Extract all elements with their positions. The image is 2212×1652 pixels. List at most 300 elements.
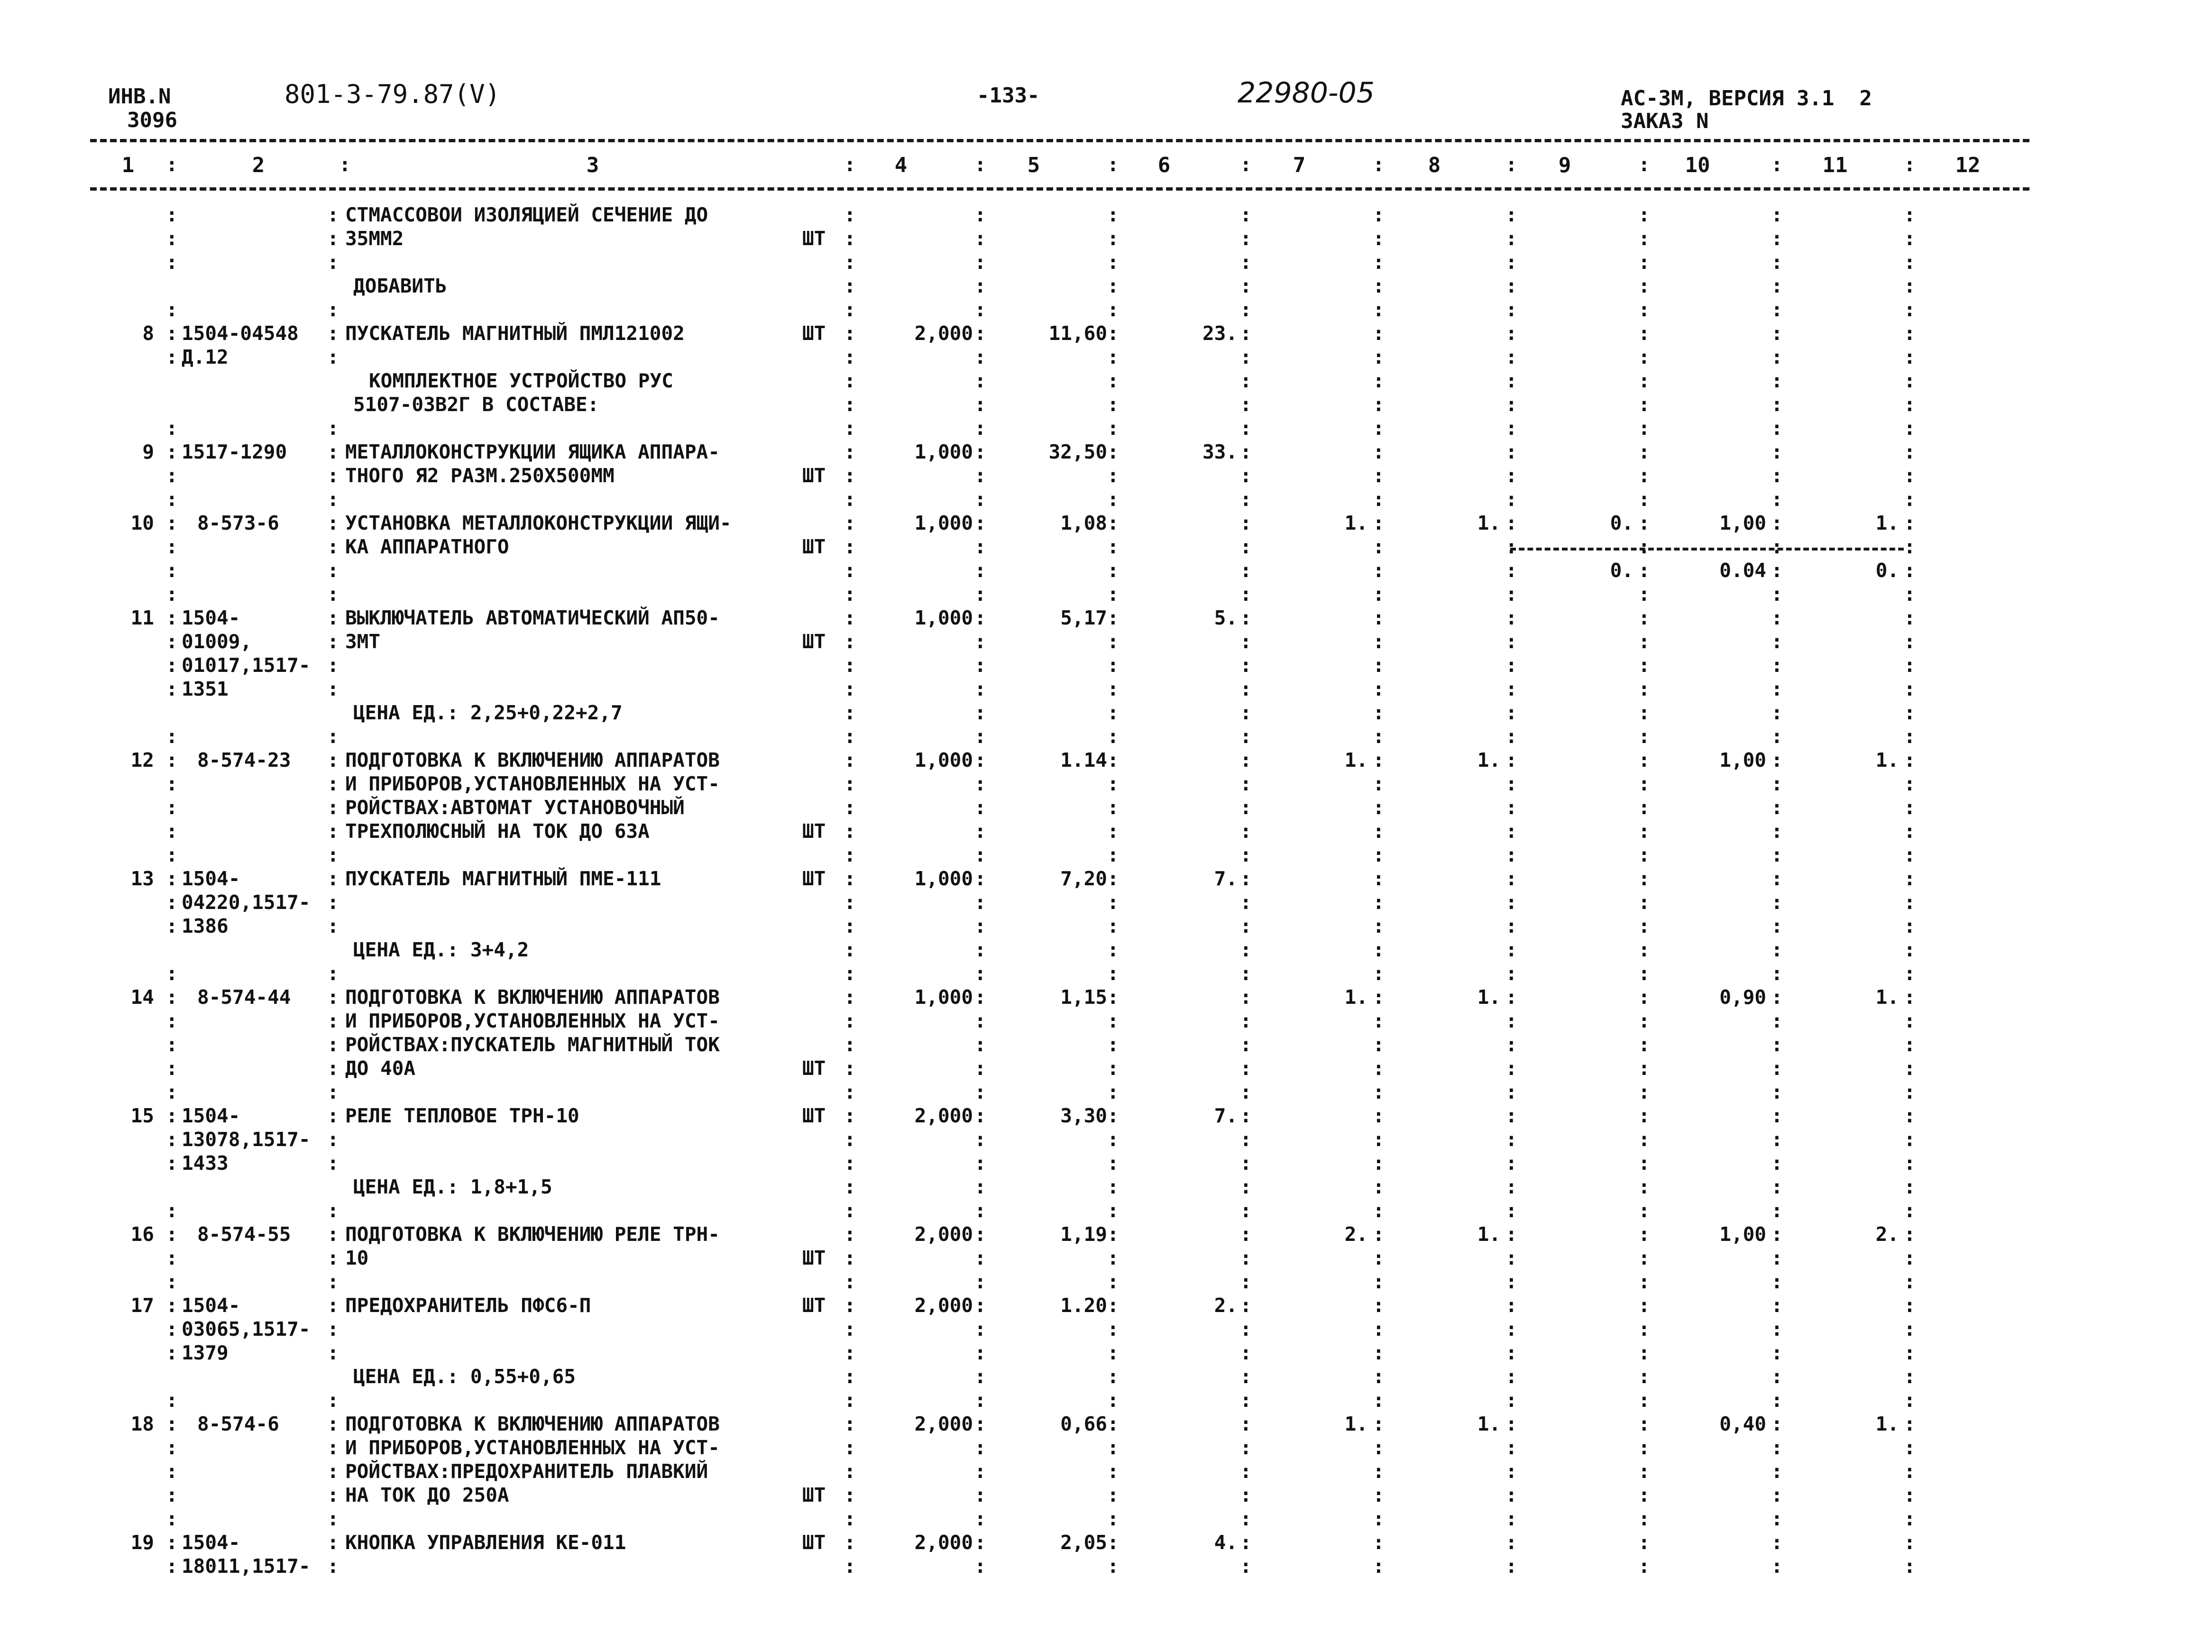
column-separator-colon: : [1904,251,1916,274]
column-separator-colon: : [844,1104,856,1127]
column-separator-colon: : [1107,346,1119,368]
column-header-8: 8 [1428,153,1441,177]
column-separator-colon: : [1107,1531,1119,1554]
column-separator-colon: : [1240,1460,1252,1483]
column-separator-colon: : [1904,583,1916,606]
column-separator-colon: : [1505,393,1517,416]
column-separator-colon: : [1771,227,1783,250]
column-separator-colon: : [974,1436,986,1459]
column-separator-colon: : [327,772,339,795]
column-separator-colon: : [844,1270,856,1293]
column-separator-colon: : [1638,1531,1650,1554]
column-separator-colon: : [166,1270,178,1293]
col9-value: 0. [1610,559,1634,582]
section-heading: ДОБАВИТЬ [353,275,447,297]
column-separator-colon: : [1107,1270,1119,1293]
column-separator-colon: : [1904,1057,1916,1080]
column-separator-colon: : [1638,1318,1650,1340]
item-code: 1504- [182,1104,240,1127]
column-separator-colon: : [1771,867,1783,890]
column-separator-colon: : [1771,654,1783,677]
column-separator-colon: : [974,488,986,511]
unit-price: 7,20 [1060,867,1107,890]
column-separator-colon: : [1107,512,1119,534]
column-separator-colon: : [974,322,986,345]
column-separator-colon: : [327,891,339,914]
column-separator-colon: : [1771,1484,1783,1506]
col7-value: 1. [1344,512,1368,534]
column-separator-colon: : [166,227,178,250]
column-separator-colon: : [166,915,178,937]
column-separator-colon: : [1107,1555,1119,1578]
column-separator-colon: : [1240,369,1252,392]
column-separator-colon: : [327,1413,339,1435]
col8-value: 1. [1477,512,1501,534]
item-code: 1386 [182,915,229,937]
column-separator-colon: : [1373,749,1385,771]
column-separator-colon: : [1373,1389,1385,1412]
column-separator-colon: : [1505,1413,1517,1435]
column-separator-colon: : [166,203,178,226]
column-separator-colon: : [1240,678,1252,700]
unit-label: ШТ [802,1057,826,1080]
column-separator-colon: : [844,1531,856,1554]
column-separator-colon: : [1373,417,1385,440]
total: 4. [1214,1531,1238,1554]
column-separator-colon: : [1505,1436,1517,1459]
column-separator-colon: : [1240,915,1252,937]
column-separator-colon: : [1240,820,1252,843]
item-code: 04220,1517- [182,891,311,914]
column-separator-colon: : [1904,772,1916,795]
column-separator-colon: : [1107,820,1119,843]
column-separator-colon: : [1904,1531,1916,1554]
column-separator-colon: : [1505,678,1517,700]
column-separator-colon: : [1373,1341,1385,1364]
quantity: 1,000 [914,441,973,463]
column-separator-colon: : [1240,844,1252,866]
column-separator-colon: : [844,1484,856,1506]
column-separator-colon: : [1505,275,1517,297]
column-separator-colon: : [1638,1010,1650,1032]
column-separator-colon: : [1107,606,1119,629]
item-code: 1433 [182,1152,229,1175]
unit-price: 2,05 [1060,1531,1107,1554]
quantity: 1,000 [914,606,973,629]
column-separator-colon: : [1505,1294,1517,1317]
column-separator-colon: : [1240,1341,1252,1364]
item-description: РОЙСТВАХ:ПРЕДОХРАНИТЕЛЬ ПЛАВКИЙ [345,1460,708,1483]
column-separator-colon: : [1771,346,1783,368]
unit-label: ШТ [802,227,826,250]
unit-label: ШТ [802,535,826,558]
column-separator-colon: : [327,1294,339,1317]
item-description: ПУСКАТЕЛЬ МАГНИТНЫЙ ПМЕ-111 [345,867,661,890]
column-separator-colon: : [1240,1081,1252,1103]
column-separator-colon: : [1373,369,1385,392]
column-separator-colon: : [1638,1057,1650,1080]
column-separator-colon: : [1904,1341,1916,1364]
unit-label: ШТ [802,1247,826,1269]
column-separator-colon: : [1771,772,1783,795]
column-separator-colon: : [1904,867,1916,890]
item-description: 35ММ2 [345,227,404,250]
column-separator-colon: : [1373,298,1385,321]
column-separator-colon: : [1107,1507,1119,1530]
column-separator-colon: : [1373,1033,1385,1056]
column-separator-colon: : [166,1104,178,1127]
column-separator-colon: : [1505,654,1517,677]
column-separator-colon: : [166,488,178,511]
column-separator-colon: : [1240,1057,1252,1080]
column-separator-colon: : [844,1081,856,1103]
column-separator-colon: : [1771,1413,1783,1435]
column-separator-colon: : [1107,1247,1119,1269]
column-separator-colon: : [1373,512,1385,534]
column-separator-colon: : [1107,749,1119,771]
item-description: КА АППАРАТНОГО [345,535,509,558]
item-description: ПОДГОТОВКА К ВКЛЮЧЕНИЮ РЕЛЕ ТРН- [345,1223,720,1246]
column-separator-colon: : [1505,1365,1517,1388]
column-separator-colon: : [1240,891,1252,914]
column-header-3: 3 [586,153,599,177]
column-separator-colon: : [1904,1199,1916,1222]
column-separator-colon: : [1240,867,1252,890]
column-separator-colon: : [1240,1318,1252,1340]
item-description: ПОДГОТОВКА К ВКЛЮЧЕНИЮ АППАРАТОВ [345,749,720,771]
col9-value: 0. [1610,512,1634,534]
column-separator-colon: : [844,962,856,985]
column-separator-colon: : [166,322,178,345]
column-separator-colon: : [1771,441,1783,463]
column-separator-colon: : [1638,203,1650,226]
quantity: 2,000 [914,1531,973,1554]
column-separator-colon: : [844,369,856,392]
column-separator-colon: : [327,559,339,582]
column-separator-colon: : [1505,1057,1517,1080]
column-separator-colon: : [1771,1507,1783,1530]
column-separator-colon: : [1904,1294,1916,1317]
column-separator-colon: : [1638,251,1650,274]
column-separator-colon: : [1505,417,1517,440]
column-separator-colon: : [327,749,339,771]
item-description: УСТАНОВКА МЕТАЛЛОКОНСТРУКЦИИ ЯЩИ- [345,512,732,534]
column-separator-colon: : [166,891,178,914]
col10-value: 1,00 [1719,512,1766,534]
quantity: 2,000 [914,322,973,345]
column-separator-colon: : [974,938,986,961]
column-separator-colon: : [844,986,856,1009]
item-code: 1504- [182,1294,240,1317]
column-separator-colon: : [1638,441,1650,463]
quantity: 1,000 [914,749,973,771]
column-separator-colon: : [1771,725,1783,748]
subtotal-separator [1510,548,1904,551]
column-separator-colon: : [1904,1318,1916,1340]
column-separator-colon: : [1240,488,1252,511]
column-separator-colon: : [1771,298,1783,321]
column-separator-colon: : [844,1294,856,1317]
column-separator-colon: : [1107,962,1119,985]
column-separator-colon: : [1638,1199,1650,1222]
column-separator-colon: : [844,1436,856,1459]
column-separator-colon: : [1904,1081,1916,1103]
item-code: 13078,1517- [182,1128,311,1151]
column-separator-colon: : [844,820,856,843]
column-separator-colon: : [1240,630,1252,653]
column-separator-colon: : [1904,701,1916,724]
column-separator-colon: : [1373,1104,1385,1127]
column-separator-colon: : [327,488,339,511]
unit-label: ШТ [802,1484,826,1506]
column-separator-colon: : [1771,1318,1783,1340]
column-separator-colon: : [1107,1223,1119,1246]
column-separator-colon: : [327,962,339,985]
header-colon: : [1373,153,1385,176]
column-separator-colon: : [974,1413,986,1435]
column-separator-colon: : [844,441,856,463]
column-separator-colon: : [1240,1033,1252,1056]
column-separator-colon: : [1240,1175,1252,1198]
column-separator-colon: : [974,986,986,1009]
header-separator-bottom [90,187,2029,191]
column-separator-colon: : [844,251,856,274]
column-separator-colon: : [1904,1436,1916,1459]
item-code: Д.12 [182,346,229,368]
col7-value: 1. [1344,986,1368,1009]
column-separator-colon: : [1240,654,1252,677]
column-separator-colon: : [1240,772,1252,795]
column-separator-colon: : [1771,678,1783,700]
column-separator-colon: : [1107,559,1119,582]
column-separator-colon: : [1240,796,1252,819]
column-separator-colon: : [1240,441,1252,463]
header-colon: : [974,153,986,176]
column-separator-colon: : [1107,322,1119,345]
column-separator-colon: : [1107,725,1119,748]
column-separator-colon: : [1638,298,1650,321]
column-separator-colon: : [327,725,339,748]
header-colon: : [1904,153,1916,176]
col8-value: 1. [1477,986,1501,1009]
column-separator-colon: : [1240,962,1252,985]
column-separator-colon: : [1904,1365,1916,1388]
column-separator-colon: : [1638,1294,1650,1317]
order-label: ЗАКАЗ N [1621,109,1709,133]
column-separator-colon: : [1373,559,1385,582]
column-separator-colon: : [166,417,178,440]
column-separator-colon: : [844,417,856,440]
column-separator-colon: : [166,606,178,629]
header-separator-top [90,139,2029,142]
item-code: 8-574-55 [197,1223,291,1246]
column-separator-colon: : [327,1460,339,1483]
column-separator-colon: : [1771,1365,1783,1388]
column-separator-colon: : [166,986,178,1009]
column-separator-colon: : [1638,227,1650,250]
column-separator-colon: : [1904,1555,1916,1578]
column-separator-colon: : [1107,1199,1119,1222]
quantity: 2,000 [914,1223,973,1246]
column-separator-colon: : [1505,1199,1517,1222]
column-separator-colon: : [844,1057,856,1080]
column-separator-colon: : [1638,369,1650,392]
column-separator-colon: : [327,844,339,866]
unit-price: 5,17 [1060,606,1107,629]
column-separator-colon: : [1771,488,1783,511]
column-separator-colon: : [327,441,339,463]
column-separator-colon: : [1107,1460,1119,1483]
item-description: КНОПКА УПРАВЛЕНИЯ КЕ-011 [345,1531,626,1554]
column-separator-colon: : [844,1152,856,1175]
column-separator-colon: : [1240,1128,1252,1151]
column-separator-colon: : [1904,1247,1916,1269]
column-separator-colon: : [1505,512,1517,534]
column-separator-colon: : [974,1365,986,1388]
column-separator-colon: : [1904,1175,1916,1198]
column-separator-colon: : [1771,535,1783,558]
column-separator-colon: : [1107,369,1119,392]
column-separator-colon: : [844,298,856,321]
column-separator-colon: : [1240,1104,1252,1127]
column-separator-colon: : [1505,1484,1517,1506]
column-separator-colon: : [1771,1104,1783,1127]
column-separator-colon: : [1638,275,1650,297]
column-separator-colon: : [1107,464,1119,487]
column-separator-colon: : [1771,1057,1783,1080]
column-separator-colon: : [166,725,178,748]
column-separator-colon: : [1107,298,1119,321]
column-separator-colon: : [1904,820,1916,843]
column-separator-colon: : [1638,1460,1650,1483]
col10-value: 0,90 [1719,986,1766,1009]
col11-value: 1. [1875,986,1899,1009]
column-separator-colon: : [1904,1033,1916,1056]
column-separator-colon: : [327,986,339,1009]
column-separator-colon: : [1505,820,1517,843]
column-separator-colon: : [1904,844,1916,866]
header-colon: : [1638,153,1650,176]
column-separator-colon: : [974,1294,986,1317]
column-separator-colon: : [1771,1294,1783,1317]
column-separator-colon: : [1240,701,1252,724]
column-separator-colon: : [1373,820,1385,843]
column-separator-colon: : [1240,1199,1252,1222]
column-separator-colon: : [1904,962,1916,985]
column-separator-colon: : [1771,464,1783,487]
column-separator-colon: : [166,346,178,368]
inventory-label: ИНВ.N [108,84,171,109]
column-separator-colon: : [1638,867,1650,890]
column-separator-colon: : [166,251,178,274]
column-separator-colon: : [166,654,178,677]
column-separator-colon: : [1505,1152,1517,1175]
column-separator-colon: : [1373,1294,1385,1317]
column-separator-colon: : [844,796,856,819]
column-separator-colon: : [844,867,856,890]
col11-value: 2. [1875,1223,1899,1246]
column-separator-colon: : [1373,251,1385,274]
column-separator-colon: : [1771,1247,1783,1269]
column-separator-colon: : [166,1128,178,1151]
header-colon: : [166,153,178,176]
unit-label: ШТ [802,820,826,843]
column-separator-colon: : [1240,535,1252,558]
column-separator-colon: : [1240,512,1252,534]
column-separator-colon: : [1107,844,1119,866]
item-code: 1504- [182,867,240,890]
column-separator-colon: : [974,962,986,985]
column-separator-colon: : [974,275,986,297]
column-separator-colon: : [1505,1104,1517,1127]
column-separator-colon: : [1638,1341,1650,1364]
column-separator-colon: : [166,678,178,700]
column-separator-colon: : [166,1460,178,1483]
column-separator-colon: : [1904,346,1916,368]
column-separator-colon: : [844,203,856,226]
column-separator-colon: : [974,1270,986,1293]
column-separator-colon: : [1107,986,1119,1009]
column-separator-colon: : [166,1413,178,1435]
column-separator-colon: : [1638,1175,1650,1198]
item-description: ПОДГОТОВКА К ВКЛЮЧЕНИЮ АППАРАТОВ [345,1413,720,1435]
column-separator-colon: : [327,1318,339,1340]
unit-label: ШТ [802,1294,826,1317]
column-separator-colon: : [1373,1081,1385,1103]
col7-value: 1. [1344,1413,1368,1435]
column-separator-colon: : [166,1152,178,1175]
column-separator-colon: : [1505,227,1517,250]
column-separator-colon: : [844,725,856,748]
column-separator-colon: : [1107,1104,1119,1127]
column-separator-colon: : [327,1531,339,1554]
unit-label: ШТ [802,1531,826,1554]
column-separator-colon: : [1505,535,1517,558]
item-code: 01009, [182,630,252,653]
col7-value: 2. [1344,1223,1368,1246]
column-separator-colon: : [1904,1413,1916,1435]
column-separator-colon: : [1107,1152,1119,1175]
column-separator-colon: : [1904,559,1916,582]
column-separator-colon: : [974,1010,986,1032]
column-separator-colon: : [1771,938,1783,961]
column-separator-colon: : [166,796,178,819]
column-separator-colon: : [1904,512,1916,534]
column-separator-colon: : [166,1555,178,1578]
unit-label: ШТ [802,867,826,890]
column-separator-colon: : [1904,1104,1916,1127]
item-code: 8-574-6 [197,1413,279,1435]
column-separator-colon: : [1505,1555,1517,1578]
column-separator-colon: : [1771,749,1783,771]
column-separator-colon: : [1240,1531,1252,1554]
column-separator-colon: : [844,1318,856,1340]
column-separator-colon: : [327,1081,339,1103]
column-separator-colon: : [1638,488,1650,511]
column-separator-colon: : [1373,630,1385,653]
column-separator-colon: : [1107,1365,1119,1388]
column-separator-colon: : [844,322,856,345]
item-code: 8-574-44 [197,986,291,1009]
column-separator-colon: : [327,867,339,890]
column-separator-colon: : [974,844,986,866]
column-separator-colon: : [1904,393,1916,416]
column-separator-colon: : [1240,1294,1252,1317]
row-number: 18 [130,1413,154,1435]
column-separator-colon: : [166,1199,178,1222]
column-separator-colon: : [166,512,178,534]
column-separator-colon: : [1107,1436,1119,1459]
